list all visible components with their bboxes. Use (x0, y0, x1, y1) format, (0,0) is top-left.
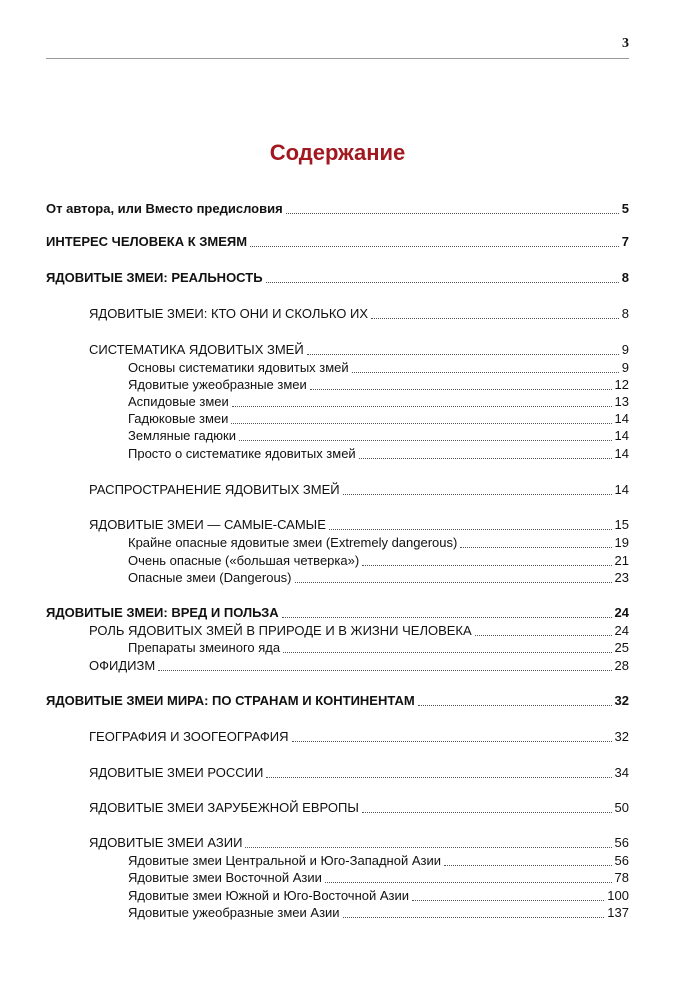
toc-entry[interactable] (0, 729, 675, 745)
toc-entry-title: Ядовитые змеи Восточной Азии (128, 870, 322, 885)
toc-entry[interactable] (0, 535, 675, 551)
toc-entry-page: 13 (614, 394, 629, 409)
dot-leader (266, 282, 619, 283)
toc-entry-title: ЯДОВИТЫЕ ЗМЕИ РОССИИ (89, 765, 264, 780)
toc-entry-title: Ядовитые ужеобразные змеи Азии (128, 905, 340, 920)
toc-entry-page: 14 (614, 482, 629, 497)
toc-entry-page: 50 (614, 800, 629, 815)
toc-entry[interactable] (0, 888, 675, 904)
toc-entry[interactable] (0, 377, 675, 393)
toc-entry[interactable] (0, 482, 675, 498)
toc-entry-title: ЯДОВИТЫЕ ЗМЕИ МИРА: ПО СТРАНАМ И КОНТИНЕНТАМ (46, 693, 415, 708)
toc-entry-title: Ядовитые ужеобразные змеи (128, 377, 307, 392)
toc-entry-title: ГЕОГРАФИЯ И ЗООГЕОГРАФИЯ (89, 729, 289, 744)
header-rule (46, 58, 629, 59)
toc-entry-title: Ядовитые змеи Центральной и Юго-Западной Азии (128, 853, 441, 868)
toc-entry[interactable] (0, 905, 675, 921)
toc-entry-page: 9 (621, 360, 629, 375)
dot-leader (295, 582, 612, 583)
toc-entry-title: От автора, или Вместо предисловия (46, 201, 283, 216)
toc-entry-title: ЯДОВИТЫЕ ЗМЕИ: ВРЕД И ПОЛЬЗА (46, 605, 279, 620)
toc-entry-page: 32 (614, 693, 629, 708)
dot-leader (359, 458, 612, 459)
toc-entry-page: 8 (621, 270, 629, 285)
dot-leader (418, 705, 612, 706)
dot-leader (362, 565, 611, 566)
toc-entry-title: ЯДОВИТЫЕ ЗМЕИ: РЕАЛЬНОСТЬ (46, 270, 263, 285)
toc-entry-title: Аспидовые змеи (128, 394, 229, 409)
toc-entry-page: 14 (614, 446, 629, 461)
toc-entry[interactable] (0, 658, 675, 674)
toc-entry-page: 23 (614, 570, 629, 585)
toc-entry-page: 56 (614, 853, 629, 868)
toc-entry-title: Основы систематики ядовитых змей (128, 360, 349, 375)
dot-leader (232, 406, 612, 407)
toc-entry-page: 15 (614, 517, 629, 532)
toc-entry-page: 21 (614, 553, 629, 568)
toc-entry-page: 32 (614, 729, 629, 744)
toc-entry-page: 28 (614, 658, 629, 673)
dot-leader (158, 670, 611, 671)
dot-leader (266, 777, 611, 778)
dot-leader (250, 246, 619, 247)
toc-entry-page: 56 (614, 835, 629, 850)
toc-entry-page: 12 (614, 377, 629, 392)
toc-entry[interactable] (0, 800, 675, 816)
toc-entry-title: ЯДОВИТЫЕ ЗМЕИ — САМЫЕ-САМЫЕ (89, 517, 326, 532)
toc-entry-title: Гадюковые змеи (128, 411, 229, 426)
toc-entry-title: Земляные гадюки (128, 428, 236, 443)
toc-entry[interactable] (0, 428, 675, 444)
toc-entry-title: ИНТЕРЕС ЧЕЛОВЕКА К ЗМЕЯМ (46, 234, 248, 249)
dot-leader (310, 389, 612, 390)
toc-entry[interactable] (0, 553, 675, 569)
dot-leader (343, 917, 605, 918)
toc-entry-title: ЯДОВИТЫЕ ЗМЕИ АЗИИ (89, 835, 243, 850)
toc-entry[interactable] (0, 765, 675, 781)
dot-leader (362, 812, 612, 813)
dot-leader (460, 547, 611, 548)
toc-entry-page: 9 (621, 342, 629, 357)
toc-entry-page: 5 (621, 201, 629, 216)
dot-leader (286, 213, 619, 214)
toc-entry[interactable] (0, 201, 675, 217)
toc-entry-page: 137 (607, 905, 629, 920)
toc-entry-page: 7 (621, 234, 629, 249)
toc-entry[interactable] (0, 394, 675, 410)
dot-leader (329, 529, 612, 530)
toc-entry[interactable] (0, 605, 675, 621)
toc-entry-page: 100 (607, 888, 629, 903)
toc-entry-page: 24 (614, 605, 629, 620)
toc-entry-title: РАСПРОСТРАНЕНИЕ ЯДОВИТЫХ ЗМЕЙ (89, 482, 340, 497)
dot-leader (352, 372, 619, 373)
toc-entry-title: Опасные змеи (Dangerous) (128, 570, 292, 585)
toc-entry-page: 19 (614, 535, 629, 550)
toc-entry-title: Ядовитые змеи Южной и Юго-Восточной Азии (128, 888, 410, 903)
dot-leader (292, 741, 612, 742)
dot-leader (412, 900, 604, 901)
toc-entry-title: Крайне опасные ядовитые змеи (Extremely dangerous) (128, 535, 458, 550)
toc-entry[interactable] (0, 411, 675, 427)
toc-entry-page: 25 (614, 640, 629, 655)
toc-entry-page: 14 (614, 428, 629, 443)
dot-leader (343, 494, 612, 495)
dot-leader (231, 423, 611, 424)
toc-entry-title: СИСТЕМАТИКА ЯДОВИТЫХ ЗМЕЙ (89, 342, 304, 357)
toc-entry-title: Просто о систематике ядовитых змей (128, 446, 356, 461)
dot-leader (371, 318, 619, 319)
toc-entry[interactable] (0, 853, 675, 869)
dot-leader (325, 882, 612, 883)
toc-entry-title: ЯДОВИТЫЕ ЗМЕИ ЗАРУБЕЖНОЙ ЕВРОПЫ (89, 800, 359, 815)
toc-entry[interactable] (0, 446, 675, 462)
toc-entry[interactable] (0, 360, 675, 376)
toc-entry-title: Препараты змеиного яда (128, 640, 281, 655)
toc-entry[interactable] (0, 835, 675, 851)
toc-entry-page: 8 (621, 306, 629, 321)
toc-entry[interactable] (0, 640, 675, 656)
toc-entry-title: Очень опасные («большая четверка») (128, 553, 360, 568)
toc-entry-title: ЯДОВИТЫЕ ЗМЕИ: КТО ОНИ И СКОЛЬКО ИХ (89, 306, 369, 321)
toc-entry[interactable] (0, 342, 675, 358)
toc-entry-title: РОЛЬ ЯДОВИТЫХ ЗМЕЙ В ПРИРОДЕ И В ЖИЗНИ ЧЕЛОВЕКА (89, 623, 472, 638)
toc-entry[interactable] (0, 623, 675, 639)
dot-leader (475, 635, 612, 636)
page-title: Содержание (269, 140, 406, 165)
toc-entry[interactable] (0, 693, 675, 709)
dot-leader (283, 652, 611, 653)
toc-entry[interactable] (0, 234, 675, 250)
dot-leader (239, 440, 612, 441)
dot-leader (245, 847, 611, 848)
toc-entry[interactable] (0, 306, 675, 322)
toc-entry[interactable] (0, 270, 675, 286)
dot-leader (444, 865, 612, 866)
toc-entry-page: 24 (614, 623, 629, 638)
dot-leader (307, 354, 619, 355)
toc-entry[interactable] (0, 570, 675, 586)
toc-entry-page: 34 (614, 765, 629, 780)
toc-entry-page: 78 (614, 870, 629, 885)
toc-entry[interactable] (0, 517, 675, 533)
toc-entry[interactable] (0, 870, 675, 886)
toc-entry-title: ОФИДИЗМ (89, 658, 156, 673)
page-number: 3 (622, 36, 629, 51)
toc-entry-page: 14 (614, 411, 629, 426)
dot-leader (282, 617, 612, 618)
